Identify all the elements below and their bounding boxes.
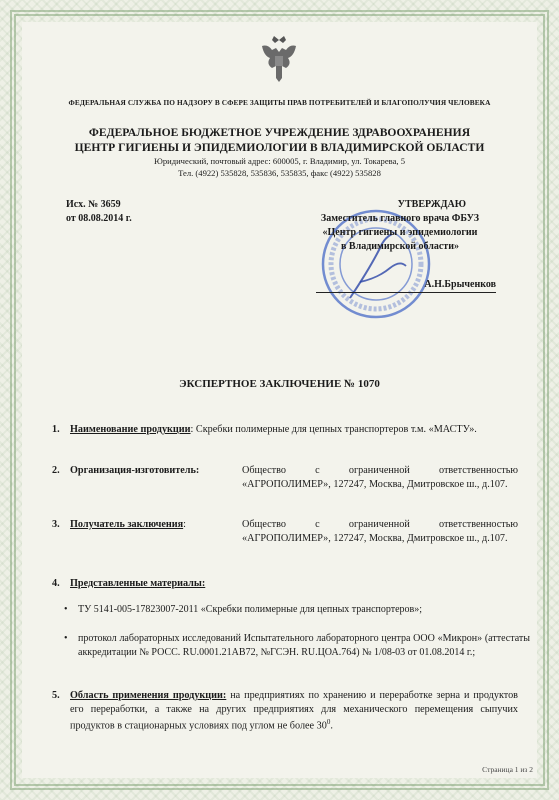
item-recipient: 3. Получатель заключения: Общество с ограниченной ответственностью «АГРОПОЛИМЕР», 127247, Москва, Дмитровское ш., д.107. bbox=[52, 519, 518, 544]
item-product-name bbox=[52, 423, 518, 437]
item-label: Получатель заключения bbox=[70, 519, 184, 530]
signer-name: А.Н.Брыченков bbox=[424, 279, 496, 290]
item-application-area bbox=[52, 689, 518, 733]
reference-date: от 08.08.2014 г. bbox=[66, 213, 132, 224]
item-number: 2. bbox=[52, 465, 60, 476]
degree-superscript: 0 bbox=[326, 718, 331, 726]
item-number: 4. bbox=[52, 578, 60, 589]
item-label: Область применения продукции: bbox=[70, 690, 227, 701]
item-number: 5. bbox=[52, 690, 60, 701]
org-name-line1: ФЕДЕРАЛЬНОЕ БЮДЖЕТНОЕ УЧРЕЖДЕНИЕ ЗДРАВООХРАНЕНИЯ bbox=[88, 126, 471, 139]
reference-number: Исх. № 3659 bbox=[66, 199, 121, 210]
item-value: Общество с ограниченной ответственностью «АГРОПОЛИМЕР», 127247, Москва, Дмитровское ш., д.107. bbox=[242, 519, 518, 544]
approval-title-line2: «Центр гигиены и эпидемиологии bbox=[322, 227, 478, 238]
material-list-item: • ТУ 5141-005-17823007-2011 «Скребки полимерные для цепных транспортеров»; bbox=[64, 603, 530, 617]
item-manufacturer bbox=[52, 464, 518, 491]
approval-word: УТВЕРЖДАЮ bbox=[397, 199, 466, 210]
item-materials bbox=[52, 577, 518, 591]
item-label: Наименование продукции bbox=[70, 424, 191, 435]
item-label: Организация-изготовитель: bbox=[70, 465, 200, 476]
approval-title-line1: Заместитель главного врача ФБУЗ bbox=[320, 213, 480, 224]
org-name-line2: ЦЕНТР ГИГИЕНЫ И ЭПИДЕМИОЛОГИИ В ВЛАДИМИРСКОЙ ОБЛАСТИ bbox=[74, 141, 485, 154]
approval-block bbox=[300, 198, 500, 254]
outgoing-reference bbox=[66, 198, 132, 226]
org-address: Юридический, почтовый адрес: 600005, г. Владимир, ул. Токарева, 5 bbox=[153, 156, 405, 166]
agency-name: ФЕДЕРАЛЬНАЯ СЛУЖБА ПО НАДЗОРУ В СФЕРЕ ЗАЩИТЫ ПРАВ ПОТРЕБИТЕЛЕЙ И БЛАГОПОЛУЧИЯ ЧЕЛОВЕКА bbox=[68, 98, 491, 107]
item-value: Общество с ограниченной ответственностью «АГРОПОЛИМЕР», 127247, Москва, Дмитровское ш., д.107. bbox=[242, 465, 518, 490]
material-list-item: • протокол лабораторных исследований Испытательного лабораторного центра ООО «Микрон» (аттестаты аккредитации № РОСС. RU.0001.21АВ72, №ГСЭН. RU.ЦОА.764) № 1/08-03 от 01.08.2014 г.; bbox=[64, 632, 530, 659]
approval-title-line3: в Владимирской области» bbox=[341, 241, 459, 252]
item-number: 1. bbox=[52, 424, 60, 435]
item-value: : Скребки полимерные для цепных транспортеров т.м. «МАСТУ». bbox=[190, 424, 477, 435]
document-title: ЭКСПЕРТНОЕ ЗАКЛЮЧЕНИЕ № 1070 bbox=[179, 378, 380, 390]
page-number: Страница 1 из 2 bbox=[482, 765, 533, 774]
org-phone: Тел. (4922) 535828, 535836, 535835, факс (4922) 535828 bbox=[178, 168, 381, 178]
item-number: 3. bbox=[52, 519, 60, 530]
item-label: Представленные материалы: bbox=[70, 578, 206, 589]
item-value: на предприятиях по хранению и переработке зерна и продуктов его переработки, а также на других предприятиях для механического перемещения сыпучих продуктов в стационарных условиях под углом не более 30 bbox=[70, 690, 518, 732]
coat-of-arms-icon bbox=[258, 34, 300, 86]
item-value-end: . bbox=[330, 720, 333, 732]
signature-line bbox=[316, 278, 496, 293]
